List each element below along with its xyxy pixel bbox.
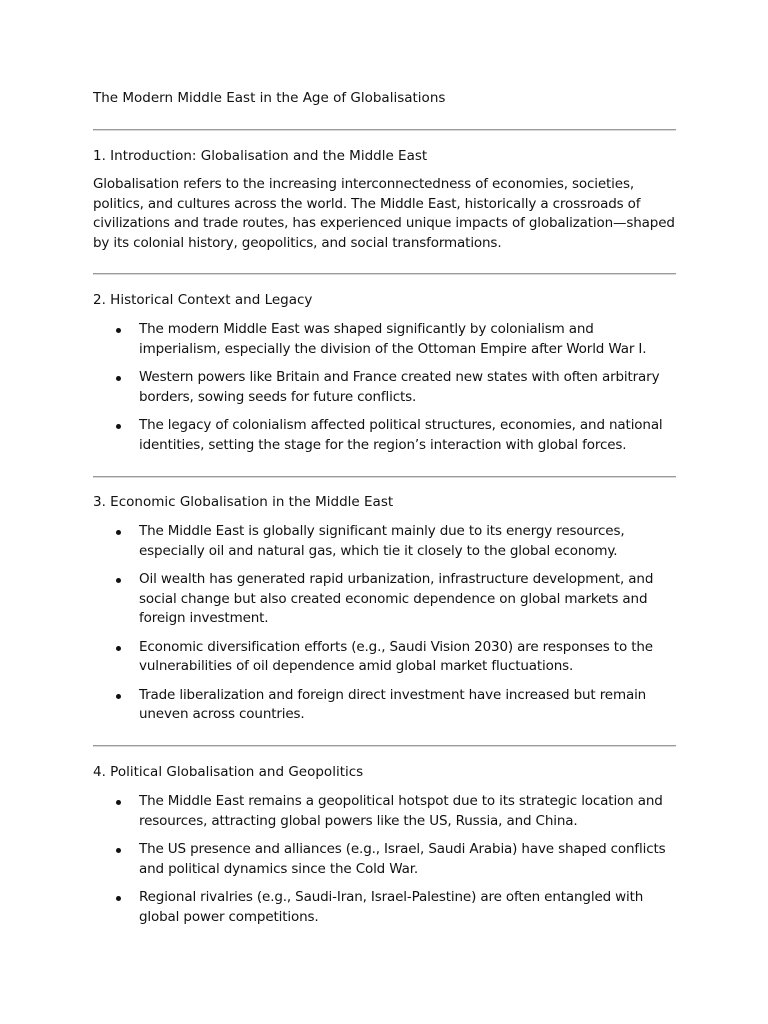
section-heading-economic-globalisation: 3. Economic Globalisation in the Middle East — [93, 494, 394, 510]
section-heading-introduction: 1. Introduction: Globalisation and the Middle East — [93, 148, 428, 164]
list-item — [93, 840, 676, 879]
bullet-icon — [116, 896, 121, 901]
list-item-text: Oil wealth has generated rapid urbanization, infrastructure development, and social change but also created economic dependence on global markets and foreign investment. — [139, 571, 654, 626]
list-item-text: The Middle East remains a geopolitical hotspot due to its strategic location and resources, attracting global powers like the US, Russia, and China. — [139, 793, 663, 829]
list-item — [93, 416, 676, 455]
bullet-icon — [116, 376, 121, 381]
bullet-list-political-globalisation — [93, 792, 676, 936]
bullet-list-historical-context — [93, 320, 676, 464]
list-item — [93, 686, 676, 725]
list-item — [93, 522, 676, 561]
section-heading-historical-context: 2. Historical Context and Legacy — [93, 292, 313, 308]
bullet-icon — [116, 694, 121, 699]
divider — [93, 129, 676, 131]
list-item — [93, 368, 676, 407]
bullet-icon — [116, 646, 121, 651]
list-item-text: Economic diversification efforts (e.g., Saudi Vision 2030) are responses to the vulnerabilities of oil dependence amid global market fluctuations. — [139, 638, 653, 674]
section-paragraph-introduction: Globalisation refers to the increasing interconnectedness of economies, societies, politics, and cultures across the world. The Middle East, historically a crossroads of civilizations and trade routes, has experienced unique impacts of globalization—shaped by its colonial history, geopolitics, and social transformations. — [93, 176, 675, 251]
document-title: The Modern Middle East in the Age of Globalisations — [93, 90, 446, 106]
bullet-icon — [116, 848, 121, 853]
bullet-icon — [116, 578, 121, 583]
bullet-list-economic-globalisation — [93, 522, 676, 734]
divider — [93, 476, 676, 478]
list-item-text: The Middle East is globally significant mainly due to its energy resources, especially oil and natural gas, which tie it closely to the global economy. — [139, 523, 625, 559]
bullet-icon — [116, 424, 121, 429]
bullet-icon — [116, 800, 121, 805]
bullet-icon — [116, 328, 121, 333]
list-item — [93, 888, 676, 927]
list-item-text: The US presence and alliances (e.g., Israel, Saudi Arabia) have shaped conflicts and political dynamics since the Cold War. — [139, 841, 666, 877]
list-item-text: The legacy of colonialism affected political structures, economies, and national identities, setting the stage for the region’s interaction with global forces. — [139, 417, 663, 453]
bullet-icon — [116, 530, 121, 535]
section-heading-political-globalisation: 4. Political Globalisation and Geopolitics — [93, 764, 364, 780]
list-item-text: Trade liberalization and foreign direct investment have increased but remain uneven across countries. — [139, 686, 647, 722]
list-item-text: Regional rivalries (e.g., Saudi-Iran, Israel-Palestine) are often entangled with global power competitions. — [139, 889, 644, 925]
list-item — [93, 570, 676, 629]
list-item-text: Western powers like Britain and France created new states with often arbitrary borders, sowing seeds for future conflicts. — [139, 369, 660, 405]
list-item-text: The modern Middle East was shaped significantly by colonialism and imperialism, especially the division of the Ottoman Empire after World War I. — [139, 321, 647, 357]
divider — [93, 745, 676, 747]
list-item — [93, 638, 676, 677]
list-item — [93, 320, 676, 359]
divider — [93, 273, 676, 275]
list-item — [93, 792, 676, 831]
